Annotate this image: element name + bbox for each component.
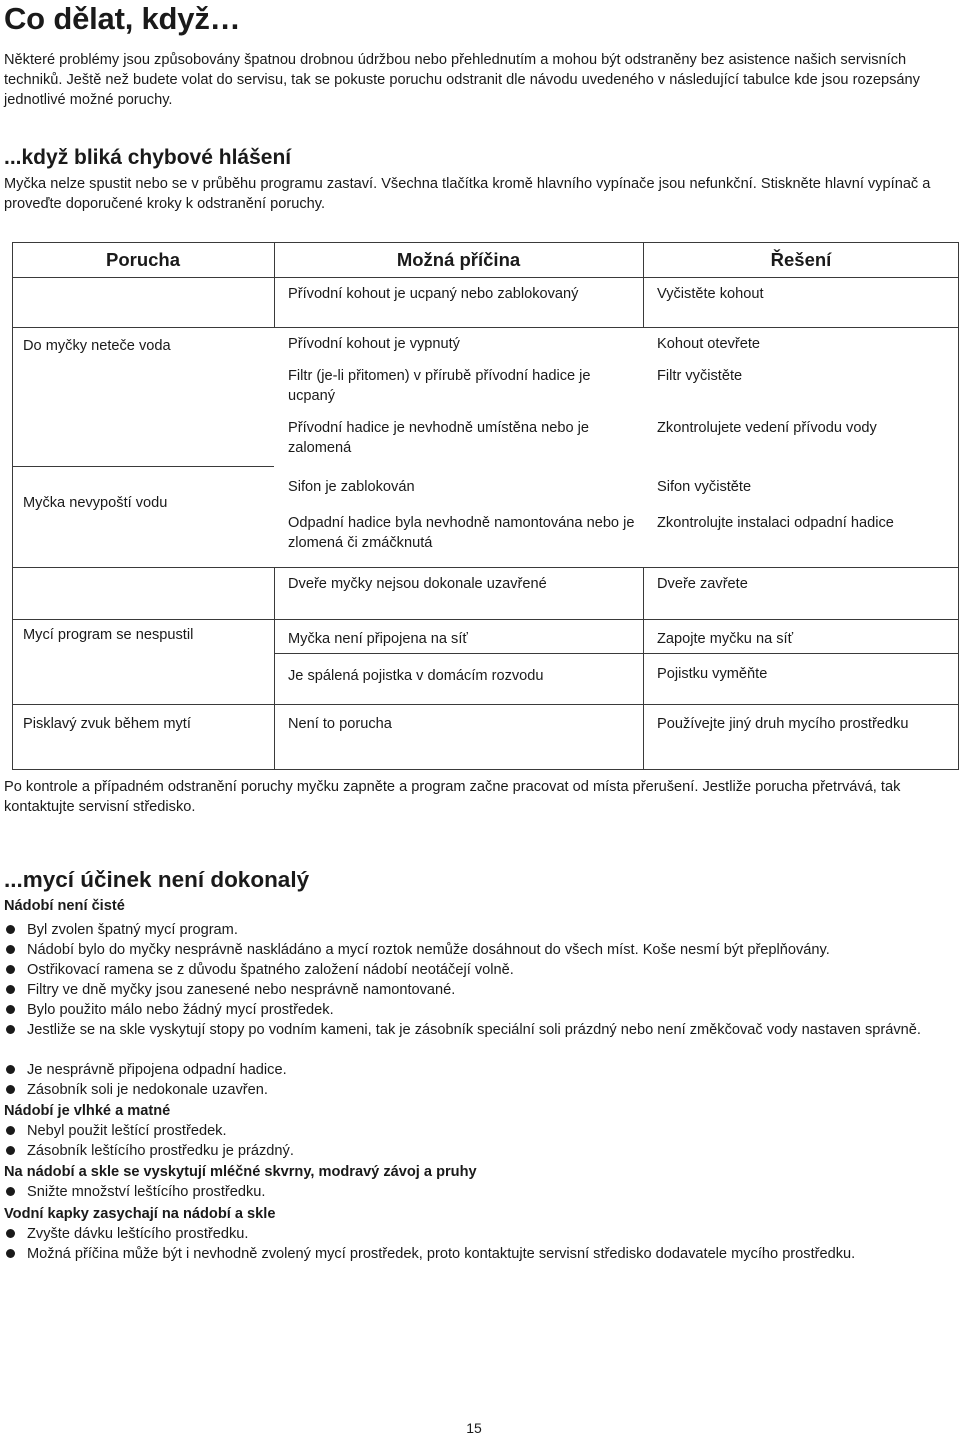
row-separator — [12, 704, 959, 705]
row-separator — [12, 327, 959, 328]
solution-cell: Dveře zavřete — [657, 576, 748, 592]
bullet-icon — [6, 1005, 15, 1014]
list-item-text: Filtry ve dně myčky jsou zanesené nebo nesprávně namontované. — [27, 982, 456, 998]
list-item-text: Nebyl použit leštící prostředek. — [27, 1123, 227, 1139]
group-title: Vodní kapky zasychají na nádobí a skle — [4, 1206, 276, 1222]
table-border-right — [958, 242, 959, 769]
problem-cell: Myčka nevypoští vodu — [23, 495, 168, 511]
list-item — [4, 1121, 954, 1141]
table-border-top — [12, 242, 959, 243]
section-heading-error: ...když bliká chybové hlášení — [4, 146, 292, 169]
header-rule — [12, 277, 274, 278]
bullet-icon — [6, 1085, 15, 1094]
bullet-icon — [6, 925, 15, 934]
list-item — [4, 940, 954, 960]
column-separator — [274, 704, 275, 769]
list-item-text: Zásobník leštícího prostředku je prázdný. — [27, 1143, 294, 1159]
cause-cell: Dveře myčky nejsou dokonale uzavřené — [288, 576, 547, 592]
group-title: Na nádobí a skle se vyskytují mléčné skvrny, modravý závoj a pruhy — [4, 1164, 477, 1180]
column-separator — [643, 619, 644, 653]
solution-cell: Používejte jiný druh mycího prostředku — [657, 716, 909, 732]
list-item — [4, 1080, 954, 1100]
group-title: Nádobí není čisté — [4, 898, 125, 914]
list-item-text: Jestliže se na skle vyskytují stopy po vodním kameni, tak je zásobník speciální soli prázdný nebo není změkčovač vody nastaven správně. — [27, 1022, 921, 1038]
cause-cell: Přívodní kohout je ucpaný nebo zablokovaný — [288, 286, 579, 302]
section-heading-wash-result: ...mycí účinek není dokonalý — [4, 867, 310, 892]
list-item-text: Je nesprávně připojena odpadní hadice. — [27, 1062, 287, 1078]
cause-cell: Je spálená pojistka v domácím rozvodu — [288, 668, 544, 684]
group-title: Nádobí je vlhké a matné — [4, 1103, 171, 1119]
bullet-icon — [6, 1229, 15, 1238]
list-item — [4, 1244, 954, 1264]
table-border-left — [12, 242, 13, 769]
page-number: 15 — [466, 1420, 482, 1436]
column-separator — [274, 277, 275, 327]
bullet-icon — [6, 1187, 15, 1196]
solution-cell: Sifon vyčistěte — [657, 479, 752, 495]
column-separator — [274, 619, 275, 653]
problem-cell: Pisklavý zvuk během mytí — [23, 716, 191, 732]
solution-cell: Vyčistěte kohout — [657, 286, 764, 302]
cause-cell: Přívodní kohout je vypnutý — [288, 336, 460, 352]
row-separator — [12, 619, 959, 620]
intro-paragraph: Některé problémy jsou způsobovány špatnou drobnou údržbou nebo přehlednutím a mohou být odstraněny bez asistence našich servisních techniků. Ještě než budete volat do servisu, tak se pokuste poruchu odstranit dle návodu uvedeného v následující tabulce kde jsou rozepsány jednotlivé možné poruchy. — [4, 52, 920, 108]
cause-cell: Přívodní hadice je nevhodně umístěna nebo je zalomená — [288, 420, 590, 456]
table-header-solution: Řešení — [770, 249, 832, 270]
list-item — [4, 1141, 954, 1161]
header-rule — [643, 277, 959, 278]
list-item — [4, 1060, 954, 1080]
bullet-icon — [6, 1126, 15, 1135]
bullet-icon — [6, 985, 15, 994]
problem-cell: Mycí program se nespustil — [23, 627, 194, 643]
list-item-text: Zvyšte dávku leštícího prostředku. — [27, 1226, 249, 1242]
row-separator — [274, 653, 959, 654]
problem-cell: Do myčky neteče voda — [23, 338, 171, 354]
bullet-icon — [6, 1025, 15, 1034]
list-item-text: Bylo použito málo nebo žádný mycí prostředek. — [27, 1002, 334, 1018]
solution-cell: Zkontrolujte instalaci odpadní hadice — [657, 515, 894, 531]
list-item — [4, 960, 954, 980]
list-item — [4, 1182, 954, 1202]
section-lead-paragraph: Myčka nelze spustit nebo se v průběhu programu zastaví. Všechna tlačítka kromě hlavního vypínače jsou nefunkční. Stiskněte hlavní vypínač a proveďte doporučené kroky k odstranění poruchy. — [4, 176, 931, 212]
row-separator — [12, 466, 274, 467]
solution-cell: Zkontrolujete vedení přívodu vody — [657, 420, 877, 436]
column-separator — [643, 567, 644, 619]
column-separator — [643, 704, 644, 769]
table-header-cause: Možná příčina — [396, 249, 521, 270]
table-border-bottom — [12, 769, 959, 770]
bullet-icon — [6, 1146, 15, 1155]
header-rule — [274, 277, 643, 278]
cause-cell: Filtr (je-li přitomen) v přírubě přívodní hadice je ucpaný — [288, 368, 591, 404]
bullet-icon — [6, 965, 15, 974]
column-separator — [643, 653, 644, 704]
bullet-icon — [6, 945, 15, 954]
cause-cell: Není to porucha — [288, 716, 392, 732]
bullet-icon — [6, 1249, 15, 1258]
column-separator — [274, 567, 275, 619]
bullet-icon — [6, 1065, 15, 1074]
solution-cell: Pojistku vyměňte — [657, 666, 768, 682]
column-separator — [274, 653, 275, 704]
list-item — [4, 1224, 954, 1244]
after-table-paragraph: Po kontrole a případném odstranění poruchy myčku zapněte a program začne pracovat od místa přerušení. Jestliže porucha přetrvává, tak kontaktujte servisní středisko. — [4, 779, 901, 815]
list-item-text: Snižte množství leštícího prostředku. — [27, 1184, 266, 1200]
list-item — [4, 1020, 954, 1040]
column-separator — [643, 277, 644, 327]
list-item — [4, 920, 954, 940]
cause-cell: Myčka není připojena na síť — [288, 631, 468, 647]
list-item-text: Možná příčina může být i nevhodně zvolený mycí prostředek, proto kontaktujte servisní středisko dodavatele mycího prostředku. — [27, 1246, 856, 1262]
table-header-problem: Porucha — [105, 249, 181, 270]
solution-cell: Filtr vyčistěte — [657, 368, 743, 384]
solution-cell: Zapojte myčku na síť — [657, 631, 794, 647]
list-item — [4, 980, 954, 1000]
row-separator — [12, 567, 959, 568]
cause-cell: Sifon je zablokován — [288, 479, 415, 495]
page-title: Co dělat, když… — [4, 1, 241, 36]
cause-cell: Odpadní hadice byla nevhodně namontována nebo je zlomená či zmáčknutá — [288, 515, 635, 551]
list-item-text: Byl zvolen špatný mycí program. — [27, 922, 238, 938]
solution-cell: Kohout otevřete — [657, 336, 761, 352]
list-item-text: Zásobník soli je nedokonale uzavřen. — [27, 1082, 268, 1098]
list-item-text: Nádobí bylo do myčky nesprávně naskládáno a mycí roztok nemůže dosáhnout do všech míst. Koše nesmí být přeplňovány. — [27, 942, 830, 958]
list-item — [4, 1000, 954, 1020]
list-item-text: Ostřikovací ramena se z důvodu špatného založení nádobí neotáčejí volně. — [27, 962, 514, 978]
